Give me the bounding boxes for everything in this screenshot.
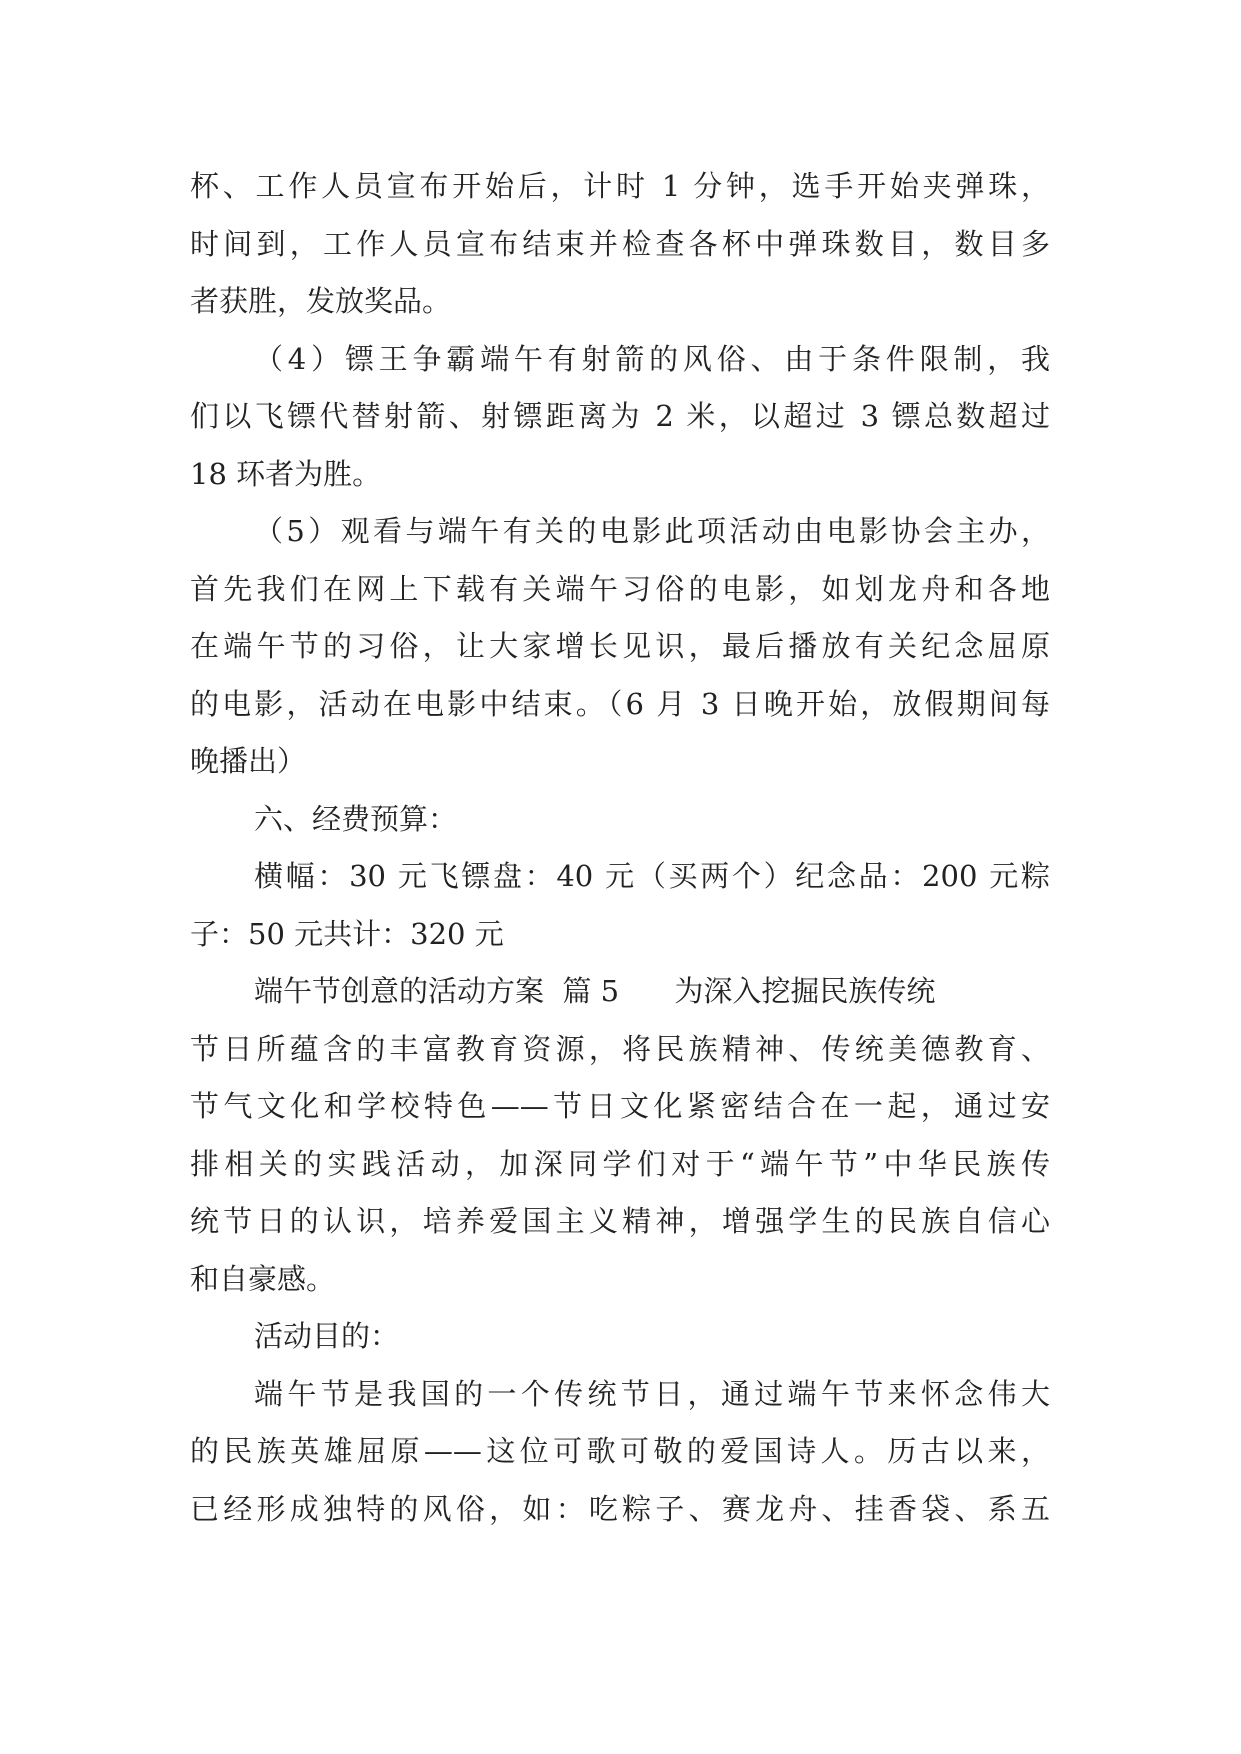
text-line: （4）镖王争霸端午有射箭的风俗、由于条件限制，我 [254, 341, 1050, 376]
text-line: 的电影，活动在电影中结束。（6 月 3 日晚开始，放假期间每 [190, 686, 1050, 721]
text-line: 端午节是我国的一个传统节日，通过端午节来怀念伟大 [254, 1376, 1050, 1411]
text-line: 在端午节的习俗，让大家增长见识，最后播放有关纪念屈原 [190, 629, 1050, 663]
text-line: 首先我们在网上下载有关端午习俗的电影，如划龙舟和各地 [190, 571, 1050, 606]
text-line: 们以飞镖代替射箭、射镖距离为 2 米，以超过 3 镖总数超过 [190, 399, 1050, 433]
text-line: 端午节创意的活动方案 篇 5 为深入挖掘民族传统 [254, 974, 936, 1008]
text-line: 节气文化和学校特色——节日文化紧密结合在一起，通过安 [190, 1089, 1050, 1123]
section-heading: 六、经费预算： [254, 801, 458, 836]
text-line: 18 环者为胜。 [190, 456, 382, 491]
text-line: 排相关的实践活动，加深同学们对于“端午节”中华民族传 [190, 1146, 1050, 1181]
text-line: 晚播出） [190, 744, 307, 778]
section-heading: 活动目的： [254, 1319, 400, 1353]
text-line: 统节日的认识，培养爱国主义精神，增强学生的民族自信心 [190, 1204, 1050, 1238]
body-text [190, 158, 1050, 1538]
text-line: （5）观看与端午有关的电影此项活动由电影协会主办， [254, 514, 1050, 548]
text-line: 子：50 元共计：320 元 [190, 916, 504, 951]
text-line: 时间到，工作人员宣布结束并检查各杯中弹珠数目，数目多 [190, 226, 1050, 261]
text-line: 已经形成独特的风俗，如：吃粽子、赛龙舟、挂香袋、系五 [190, 1491, 1050, 1526]
text-line: 的民族英雄屈原——这位可歌可敬的爱国诗人。历古以来， [190, 1434, 1050, 1468]
text-line: 横幅：30 元飞镖盘：40 元（买两个）纪念品：200 元粽 [254, 859, 1050, 893]
text-line: 者获胜，发放奖品。 [190, 284, 452, 318]
text-line: 节日所蕴含的丰富教育资源，将民族精神、传统美德教育、 [190, 1031, 1050, 1066]
text-line: 杯、工作人员宣布开始后，计时 1 分钟，选手开始夹弹珠， [190, 169, 1050, 203]
text-line: 和自豪感。 [190, 1261, 336, 1296]
